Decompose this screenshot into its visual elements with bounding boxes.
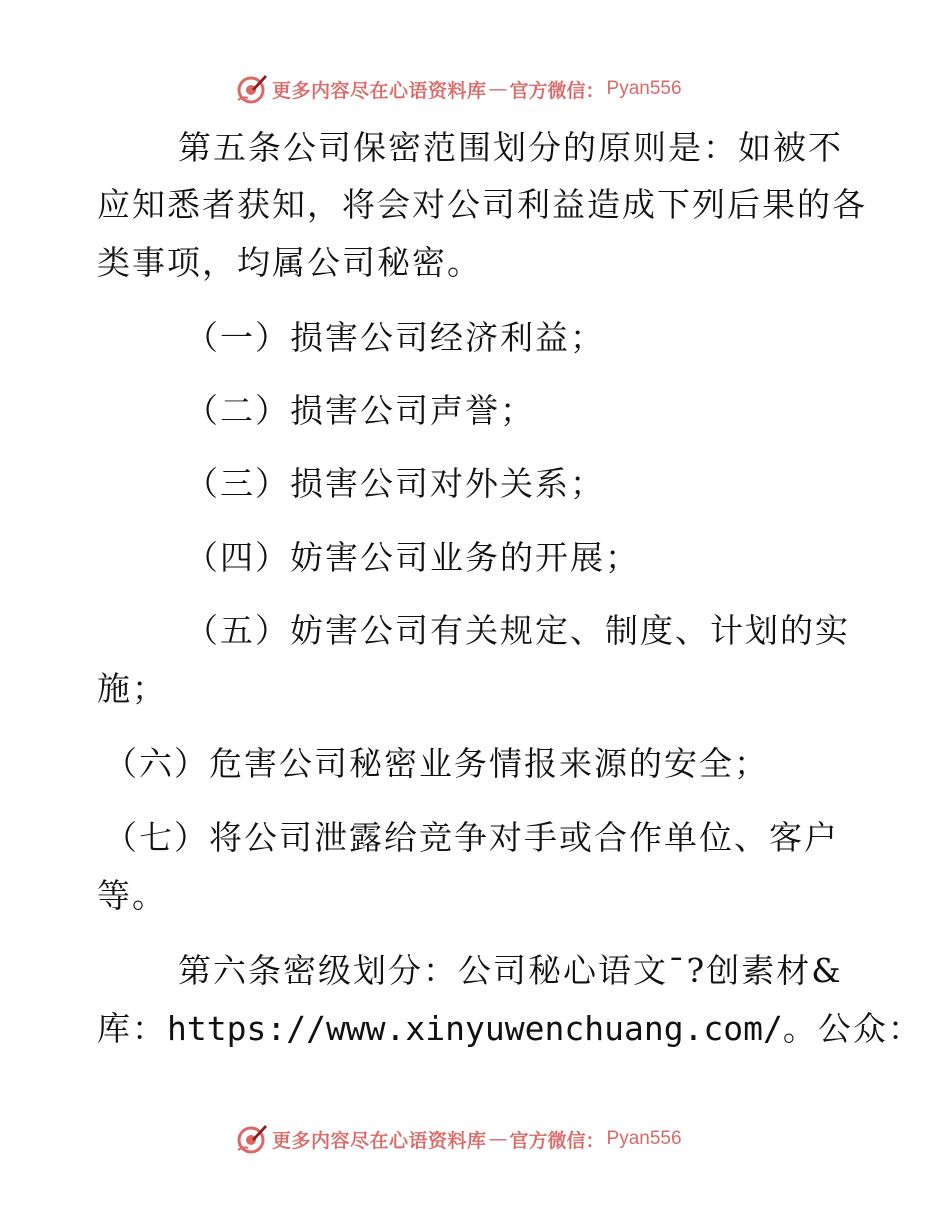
banner-wechat-id: Pyan556	[606, 78, 682, 99]
article-6-line-2-suffix: 。公众：	[782, 1009, 923, 1048]
banner-dash: —	[488, 1128, 508, 1150]
article-5-line-3: 类事项，均属公司秘密。	[97, 243, 482, 282]
list-item-5-line-1: （五）妨害公司有关规定、制度、计划的实	[185, 611, 850, 650]
footer-watermark-banner	[234, 1122, 682, 1156]
quill-pen-logo-icon	[234, 1122, 268, 1156]
website-url-text: https://www.xinyuwenchuang.com/	[167, 1009, 783, 1048]
article-6-line-2-prefix: 库：	[97, 1009, 167, 1048]
banner-wechat-label: 官方微信：	[509, 79, 605, 102]
list-item-1: （一）损害公司经济利益；	[185, 318, 605, 357]
banner-wechat-id: Pyan556	[606, 1128, 682, 1149]
list-item-4: （四）妨害公司业务的开展；	[185, 538, 640, 577]
quill-pen-logo-icon	[234, 72, 268, 106]
list-item-2: （二）损害公司声誉；	[185, 391, 535, 430]
list-item-5-line-2: 施；	[97, 669, 167, 708]
banner-wechat-label: 官方微信：	[509, 1129, 605, 1152]
article-6-line-1: 第六条密级划分：公司秘心语文¯?创素材&	[178, 951, 843, 990]
list-item-7-line-2: 等。	[97, 876, 167, 915]
article-6-line-2	[97, 1009, 923, 1049]
article-5-line-1: 第五条公司保密范围划分的原则是：如被不	[178, 128, 843, 167]
list-item-6: （六）危害公司秘密业务情报来源的安全；	[104, 744, 769, 783]
banner-site-text: 更多内容尽在心语资料库	[272, 79, 487, 102]
article-5-line-2: 应知悉者获知，将会对公司利益造成下列后果的各	[97, 185, 867, 224]
header-watermark-banner	[234, 72, 682, 106]
list-item-7-line-1: （七）将公司泄露给竞争对手或合作单位、客户	[104, 818, 839, 857]
list-item-3: （三）损害公司对外关系；	[185, 464, 605, 503]
banner-site-text: 更多内容尽在心语资料库	[272, 1129, 487, 1152]
banner-dash: —	[488, 78, 508, 100]
